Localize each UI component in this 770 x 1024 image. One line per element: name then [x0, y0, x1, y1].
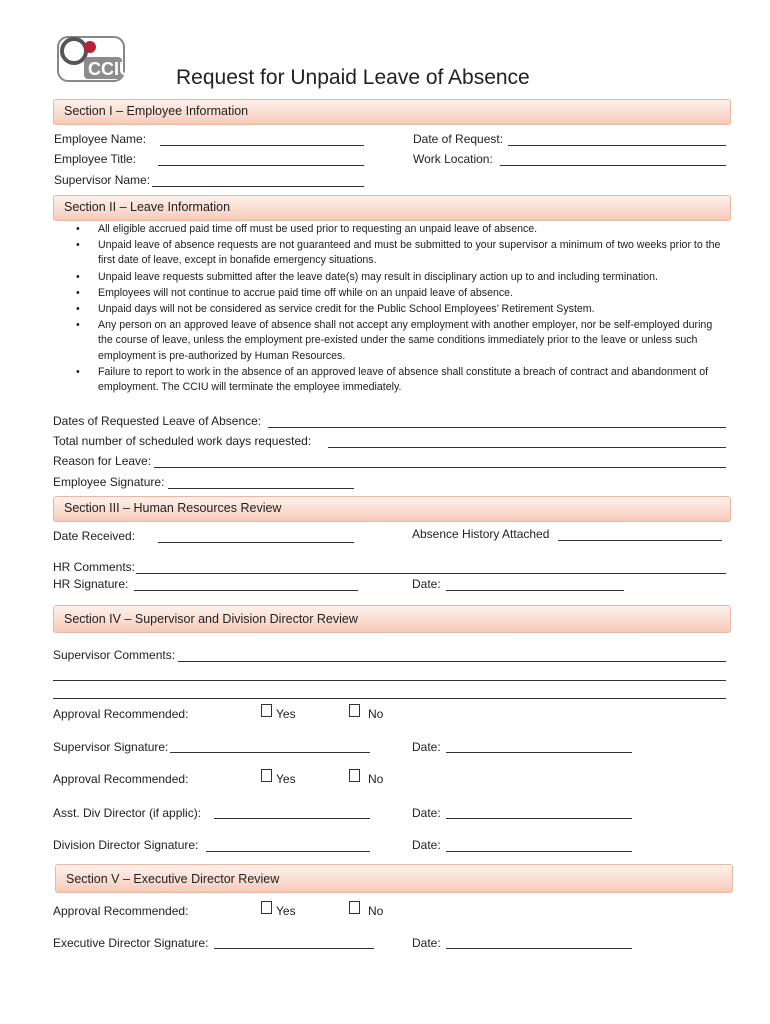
dates-requested-field[interactable]	[268, 427, 726, 428]
supervisor-signature-label: Supervisor Signature:	[53, 740, 169, 754]
section-2-header	[53, 195, 731, 221]
work-location-label: Work Location:	[413, 152, 493, 166]
division-date-field[interactable]	[446, 851, 632, 852]
absence-history-field[interactable]	[558, 540, 722, 541]
exec-approval-recommended-label: Approval Recommended:	[53, 904, 189, 918]
date-received-field[interactable]	[158, 542, 354, 543]
cciu-logo-icon	[56, 33, 128, 85]
list-item: • Employees will not continue to accrue paid time off while on an unpaid leave of absence.	[76, 286, 726, 301]
yes-label: Yes	[276, 772, 296, 786]
list-item: • Unpaid leave requests submitted after the leave date(s) may result in disciplinary action up to and including termination.	[76, 270, 726, 285]
hr-signature-label: HR Signature:	[53, 577, 129, 591]
employee-title-label: Employee Title:	[54, 152, 137, 166]
supervisor-date-field[interactable]	[446, 752, 632, 753]
employee-title-field[interactable]	[158, 165, 364, 166]
executive-director-signature-field[interactable]	[214, 948, 374, 949]
exec-yes-checkbox[interactable]	[261, 901, 272, 914]
asst-date-label: Date:	[412, 806, 441, 820]
supervisor-yes-checkbox[interactable]	[261, 704, 272, 717]
exec-no-checkbox[interactable]	[349, 901, 360, 914]
total-days-label: Total number of scheduled work days requested:	[53, 434, 312, 448]
section-1-header	[53, 99, 731, 125]
hr-signature-field[interactable]	[134, 590, 358, 591]
list-item: • Unpaid days will not be considered as service credit for the Public School Employees’ Retirement System.	[76, 302, 726, 317]
absence-history-label: Absence History Attached	[412, 527, 550, 541]
list-item: • All eligible accrued paid time off must be used prior to requesting an unpaid leave of absence.	[76, 222, 726, 237]
employee-signature-label: Employee Signature:	[53, 475, 165, 489]
exec-date-field[interactable]	[446, 948, 632, 949]
section-4-heading: Section IV – Supervisor and Division Director Review	[64, 612, 358, 626]
supervisor-name-field[interactable]	[152, 186, 364, 187]
no-label: No	[368, 707, 384, 721]
no-label: No	[368, 772, 384, 786]
work-location-field[interactable]	[500, 165, 726, 166]
yes-label: Yes	[276, 904, 296, 918]
approval-recommended-label: Approval Recommended:	[53, 707, 189, 721]
hr-comments-label: HR Comments:	[53, 560, 136, 574]
executive-director-signature-label: Executive Director Signature:	[53, 936, 209, 950]
approval-recommended-2-label: Approval Recommended:	[53, 772, 189, 786]
section-3-heading: Section III – Human Resources Review	[64, 501, 282, 515]
supervisor-comments-line-2[interactable]	[53, 680, 726, 681]
director-no-checkbox[interactable]	[349, 769, 360, 782]
date-of-request-field[interactable]	[508, 145, 726, 146]
no-label: No	[368, 904, 384, 918]
division-director-signature-field[interactable]	[206, 851, 370, 852]
date-of-request-label: Date of Request:	[413, 132, 504, 146]
total-days-field[interactable]	[328, 447, 726, 448]
cciu-logo	[56, 33, 128, 85]
section-5-header	[55, 864, 733, 893]
asst-div-director-label: Asst. Div Director (if applic):	[53, 806, 202, 820]
division-director-signature-label: Division Director Signature:	[53, 838, 199, 852]
logo-text: CCIU	[88, 59, 128, 79]
employee-name-label: Employee Name:	[54, 132, 147, 146]
asst-div-director-field[interactable]	[214, 818, 370, 819]
section-2-heading: Section II – Leave Information	[64, 200, 231, 214]
list-item: • Failure to report to work in the absence of an approved leave of absence shall constitute a breach of contract and abandonment of employment. The CCIU will terminate the employee immediately.	[76, 365, 726, 395]
leave-info-list	[76, 222, 726, 396]
supervisor-comments-label: Supervisor Comments:	[53, 648, 176, 662]
employee-signature-field[interactable]	[168, 488, 354, 489]
section-1-heading: Section I – Employee Information	[64, 104, 249, 118]
exec-date-label: Date:	[412, 936, 441, 950]
asst-date-field[interactable]	[446, 818, 632, 819]
supervisor-no-checkbox[interactable]	[349, 704, 360, 717]
supervisor-comments-line-3[interactable]	[53, 698, 726, 699]
section-3-header	[53, 496, 731, 522]
director-yes-checkbox[interactable]	[261, 769, 272, 782]
supervisor-comments-field[interactable]	[178, 661, 726, 662]
supervisor-signature-field[interactable]	[170, 752, 370, 753]
hr-date-field[interactable]	[446, 590, 624, 591]
employee-name-field[interactable]	[160, 145, 364, 146]
list-item: • Unpaid leave of absence requests are not guaranteed and must be submitted to your supervisor a minimum of two weeks prior to the first date of leave, except in bonafide emergency situations.	[76, 238, 726, 268]
supervisor-date-label: Date:	[412, 740, 441, 754]
date-received-label: Date Received:	[53, 529, 136, 543]
page-title: Request for Unpaid Leave of Absence	[176, 66, 530, 89]
supervisor-name-label: Supervisor Name:	[54, 173, 151, 187]
reason-field[interactable]	[154, 467, 726, 468]
reason-label: Reason for Leave:	[53, 454, 152, 468]
hr-date-label: Date:	[412, 577, 441, 591]
division-date-label: Date:	[412, 838, 441, 852]
list-item: • Any person on an approved leave of absence shall not accept any employment with another employer, nor be self-employed during the course of leave, unless the employment pre-existed under the same conditions immediately prior to the leave or unless such employment is pre-authorized by Human Resources.	[76, 318, 726, 364]
section-4-header	[53, 605, 731, 633]
dates-requested-label: Dates of Requested Leave of Absence:	[53, 414, 262, 428]
yes-label: Yes	[276, 707, 296, 721]
hr-comments-field[interactable]	[136, 573, 726, 574]
section-5-heading: Section V – Executive Director Review	[66, 872, 280, 886]
